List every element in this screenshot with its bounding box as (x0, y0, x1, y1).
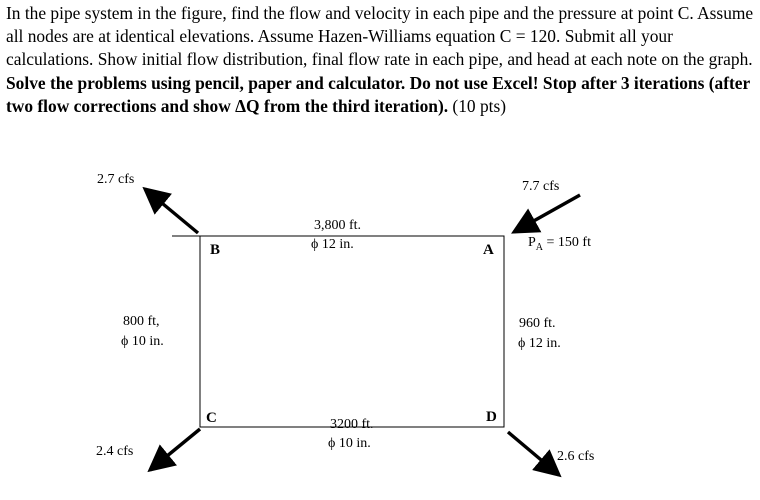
pipe-bc-length: 800 ft, (123, 314, 160, 329)
node-d-label: D (486, 409, 497, 425)
flow-c-label: 2.4 cfs (96, 444, 134, 459)
node-a-label: A (483, 242, 494, 258)
node-c-label: C (206, 410, 217, 426)
pressure-a-value: = 150 ft (543, 235, 591, 250)
pipe-bc-diameter: ϕ 10 in. (121, 334, 164, 349)
arrow-d-outflow (508, 432, 559, 475)
pipe-cd-length: 3200 ft. (330, 417, 374, 432)
arrow-a-inflow (514, 195, 580, 232)
pressure-a-subscript: A (535, 241, 544, 253)
arrow-b-outflow (145, 189, 198, 233)
pipe-cd-diameter: ϕ 10 in. (328, 436, 371, 451)
problem-points: (10 pts) (448, 95, 507, 116)
node-b-label: B (210, 242, 221, 258)
pressure-a-label (528, 234, 591, 256)
pressure-a-symbol: P (528, 235, 536, 250)
flow-b-label: 2.7 cfs (97, 172, 135, 187)
pipe-ad-diameter: ϕ 12 in. (518, 336, 561, 351)
problem-text-bold: Solve the problems using pencil, paper and calculator. Do not use Excel! Stop after 3 iterations (after two flow corrections and show ΔQ from the third iteration). (6, 72, 750, 116)
pipe-ab-diameter: ϕ 12 in. (311, 237, 354, 252)
pipe-ad-length: 960 ft. (519, 316, 556, 331)
flow-d-label: 2.6 cfs (557, 449, 595, 464)
flow-a-label: 7.7 cfs (522, 179, 560, 194)
pipe-loop-rectangle (200, 236, 504, 427)
problem-text-plain: In the pipe system in the figure, find the flow and velocity in each pipe and the pressure at point C. Assume all nodes are at identical elevations. Assume Hazen-Williams equation C = 120. Submit all your calculations. Show initial flow distribution, final flow rate in each pipe, and head at each note on the graph. (6, 3, 754, 70)
arrow-c-outflow (150, 429, 200, 470)
pipe-ab-length: 3,800 ft. (314, 218, 362, 233)
